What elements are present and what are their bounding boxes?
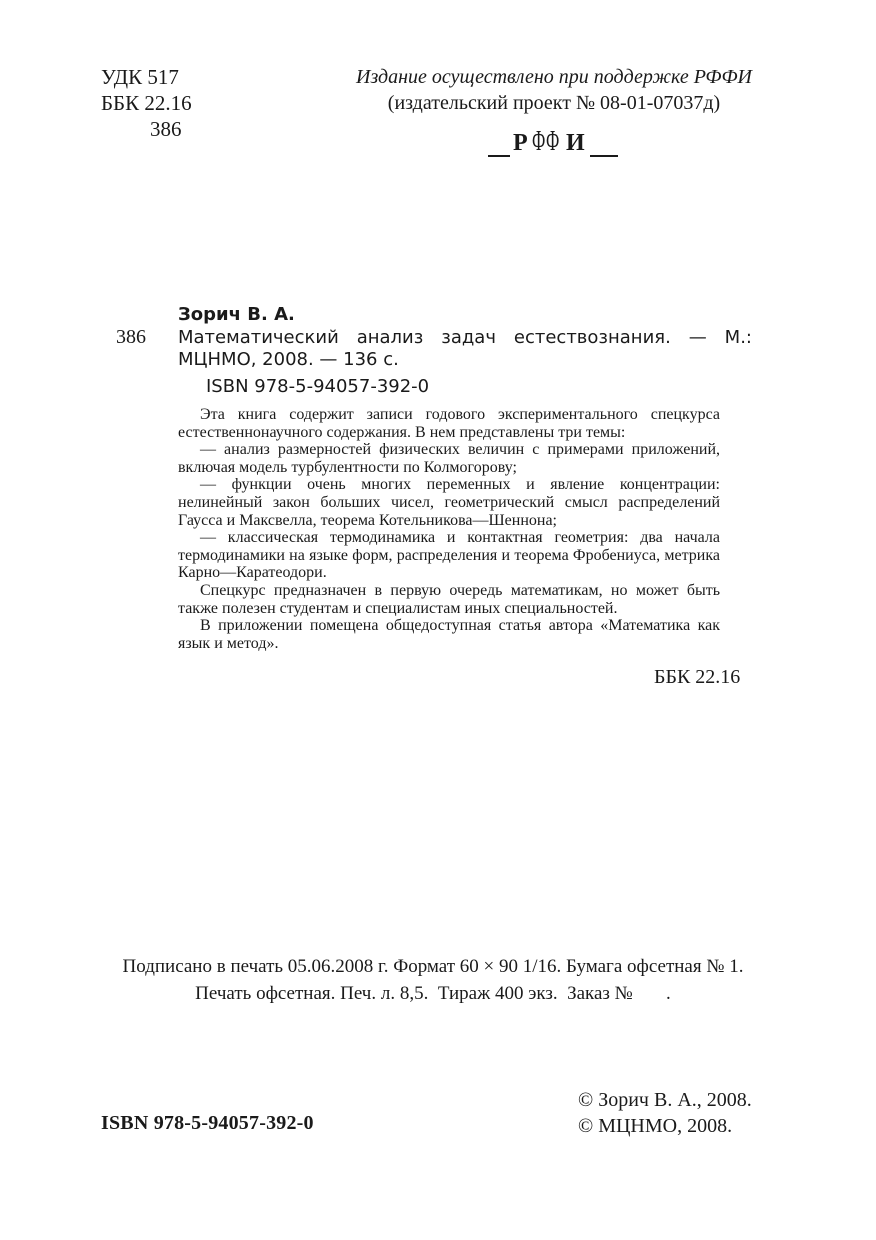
bbk-code: ББК 22.16 bbox=[101, 91, 192, 115]
catalog-isbn: ISBN 978-5-94057-392-0 bbox=[206, 376, 430, 397]
imprint-line-2: Печать офсетная. Печ. л. 8,5. Тираж 400 экз. Заказ № . bbox=[195, 983, 671, 1004]
imprint-line-1: Подписано в печать 05.06.2008 г. Формат 60 × 90 1/16. Бумага офсетная № 1. bbox=[122, 956, 744, 977]
imprint bbox=[83, 953, 783, 1007]
catalog-author: Зорич В. А. bbox=[178, 304, 295, 325]
copyright-author: © Зорич В. А., 2008. bbox=[578, 1089, 752, 1111]
annotation bbox=[178, 406, 720, 652]
udk-code: УДК 517 bbox=[101, 65, 179, 89]
annotation-bbk: ББК 22.16 bbox=[654, 666, 741, 688]
logo-letter-3: Ф bbox=[546, 126, 560, 157]
copyright-publisher: © МЦНМО, 2008. bbox=[578, 1115, 733, 1137]
annotation-paragraph: — классическая термодинамика и контактная геометрия: два начала термодинамики на языке форм, распределения и теорема Фробениуса, метрика Карно—Каратеодори. bbox=[178, 529, 720, 582]
support-notice bbox=[324, 64, 784, 116]
logo-letter-4: И bbox=[566, 130, 585, 156]
annotation-paragraph: Эта книга содержит записи годового экспериментального спецкурса естественнонаучного содержания. В нем представлены три темы: bbox=[178, 406, 720, 441]
footer-isbn: ISBN 978-5-94057-392-0 bbox=[101, 1112, 314, 1134]
annotation-paragraph: — анализ размерностей физических величин с примерами приложений, включая модель турбулентности по Колмогорову; bbox=[178, 441, 720, 476]
annotation-paragraph: В приложении помещена общедоступная статья автора «Математика как язык и метод». bbox=[178, 617, 720, 652]
logo-rule-left bbox=[488, 155, 510, 157]
support-line-2: (издательский проект № 08-01-07037д) bbox=[387, 92, 721, 114]
rffi-logo bbox=[488, 128, 618, 168]
copyright-block bbox=[578, 1087, 752, 1139]
logo-rule-right bbox=[590, 155, 618, 157]
annotation-paragraph: Спецкурс предназначен в первую очередь математикам, но может быть также полезен студентам и специалистам иных специальностей. bbox=[178, 581, 720, 617]
support-line-1: Издание осуществлено при поддержке РФФИ bbox=[356, 66, 752, 88]
annotation-paragraph: — функции очень многих переменных и явление концентрации: нелинейный закон больших чисел, геометрический смысл распределений Гаусса и Максвелла, теорема Котельникова—Шеннона; bbox=[178, 476, 720, 529]
author-mark-top: 386 bbox=[150, 117, 182, 141]
logo-letter-1: Р bbox=[513, 130, 528, 156]
catalog-author-mark: 386 bbox=[116, 326, 146, 348]
catalog-title-line-1: Математический анализ задач естествознания. — М.: bbox=[178, 327, 752, 348]
catalog-title-line-2: МЦНМО, 2008. — 136 с. bbox=[178, 349, 399, 370]
logo-letter-2: Ф bbox=[532, 126, 546, 157]
